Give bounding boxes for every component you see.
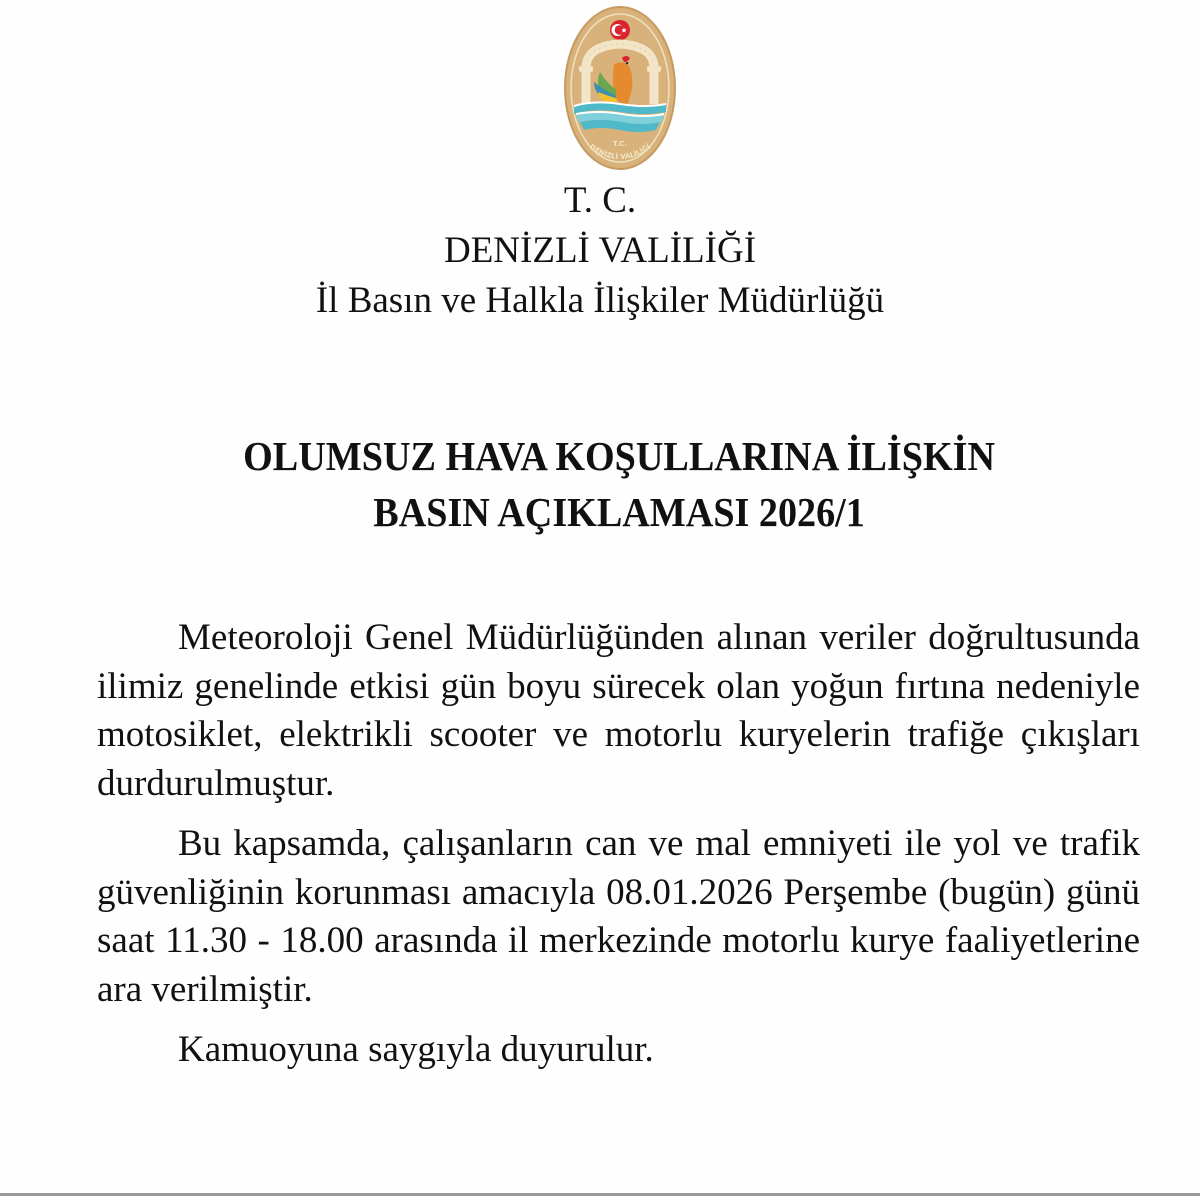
- document-header: [0, 176, 1200, 326]
- header-directorate: İl Basın ve Halkla İlişkiler Müdürlüğü: [315, 280, 885, 321]
- title-line-1: OLUMSUZ HAVA KOŞULLARINA İLİŞKİN: [243, 433, 996, 479]
- denizli-valiligi-seal-icon: [564, 6, 676, 170]
- title-line-2: BASIN AÇIKLAMASI 2026/1: [373, 489, 865, 535]
- document-title: [43, 428, 1194, 540]
- document-body: [97, 614, 1140, 1087]
- paragraph-meteorology: Meteoroloji Genel Müdürlüğünden alınan veriler doğrultusunda ilimiz genelinde etkisi gün boyu sürecek olan yoğun fırtına nedeniyle motosiklet, elektrikli scooter ve motorlu kuryelerin trafiğe çıkışları durdurulmuştur.: [97, 617, 1140, 804]
- svg-text:DENİZLİ VALİLİĞİ: DENİZLİ VALİLİĞİ: [588, 142, 652, 162]
- header-country: T. C.: [563, 180, 637, 221]
- header-governorship: DENİZLİ VALİLİĞİ: [443, 230, 757, 271]
- svg-text:T.C.: T.C.: [612, 140, 628, 148]
- paragraph-closing: Kamuoyuna saygıyla duyurulur.: [178, 1029, 654, 1070]
- paragraph-courier-suspension: Bu kapsamda, çalışanların can ve mal emniyeti ile yol ve trafik güvenliğinin korunması amacıyla 08.01.2026 Perşembe (bugün) günü saat 11.30 - 18.00 arasında il merkezinde motorlu kurye faaliyetlerine ara verilmiştir.: [97, 823, 1140, 1010]
